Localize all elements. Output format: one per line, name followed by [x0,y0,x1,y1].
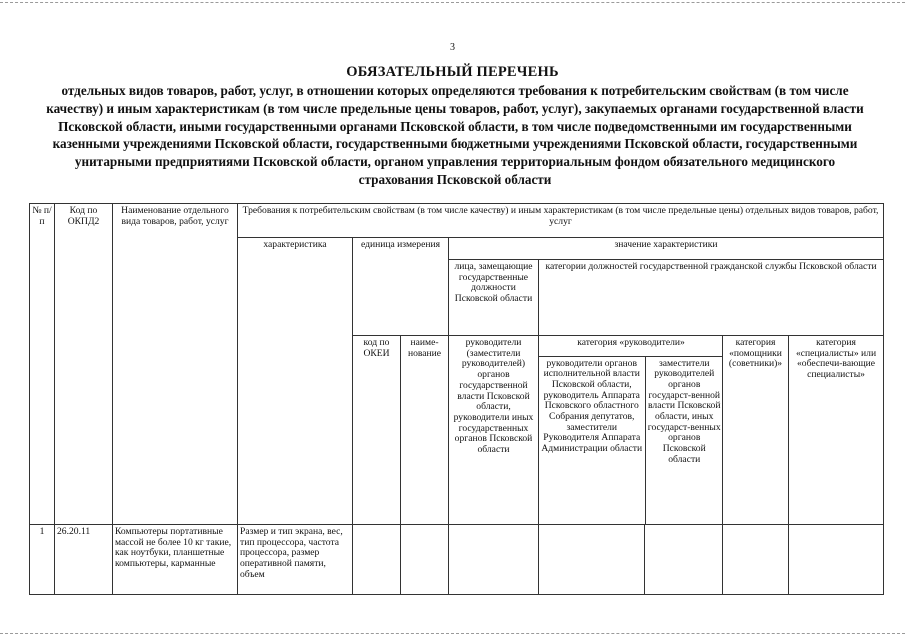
row-heads-exec [539,525,645,595]
row-okpd2: 26.20.11 [55,525,113,595]
requirements-table [29,203,884,595]
header-unit-name: наиме-нование [401,336,449,525]
header-value: значение характеристики [449,238,884,260]
row-characteristic: Размер и тип экрана, вес, тип процессора, частота процессора, размер оперативной памяти, объем [238,525,353,595]
header-cat-heads: категория «руководители» [539,336,723,356]
header-name: Наименование отдельного вида товаров, работ, услуг [113,204,238,525]
header-deputies-exec: заместители руководителей органов государст-венной власти Псковской области, иных государст-венных органов Псковской области [647,357,721,465]
category-heads-subtable [539,336,723,524]
row-name: Компьютеры портативные массой не более 10 кг такие, как ноутбуки, планшетные компьютеры, карманные [113,525,238,595]
header-persons: лица, замещающие государственные должности Псковской области [449,260,539,336]
header-cat-assistants: категория «помощники (советники)» [723,336,789,525]
page-edge-bottom [0,633,905,634]
header-num: № п/п [30,204,55,525]
row-cat-assistants [723,525,789,595]
header-cat-specialists: категория «специалисты» или «обеспечи-вающие специалисты» [789,336,884,525]
row-heads-col [449,525,539,595]
header-requirements: Требования к потребительским свойствам (в том числе качеству) и иным характеристикам (в том числе предельные цены) отдельных видов товаров, работ, услуг [238,204,884,238]
row-unit-name [401,525,449,595]
page-number: 3 [450,42,455,53]
header-okpd2: Код по ОКПД2 [55,204,113,525]
document-title: ОБЯЗАТЕЛЬНЫЙ ПЕРЕЧЕНЬ [346,64,559,80]
header-characteristic: характеристика [238,238,353,525]
header-category-heads-group [539,336,723,525]
row-deputies-exec [645,525,723,595]
header-heads-col: руководители (заместители руководителей) органов государственной власти Псковской области, руководители иных государственных органов Псковской области [449,336,539,525]
header-categories: категории должностей государственной гражданской службы Псковской области [539,260,884,336]
header-unit: единица измерения [353,238,449,336]
row-num: 1 [30,525,55,595]
row-cat-specialists [789,525,884,595]
header-okei-code: код по ОКЕИ [353,336,401,525]
table-row [30,525,884,595]
row-okei-code [353,525,401,595]
document-subtitle: отдельных видов товаров, работ, услуг, в отношении которых определяются требования к потребительским свойствам (в том числе качеству) и иным характеристикам (в том числе предельные цены товаров, работ, услуг), закупаемых органами государственной власти Псковской области, иными государственными органами Псковской области, в том числе подведомственными им государственными казенными учреждениями Псковской области, государственными бюджетными учреждениями Псковской области, государственными унитарными предприятиями Псковской области, органом управления территориальным фондом обязательного медицинского страхования Псковской области [46,83,864,187]
header-heads-exec: руководители органов исполнительной власти Псковской области, руководитель Аппарата Псковского областного Собрания депутатов, заместители Руководителя Аппарата Администрации области [539,356,645,524]
page-edge-top [0,2,905,3]
